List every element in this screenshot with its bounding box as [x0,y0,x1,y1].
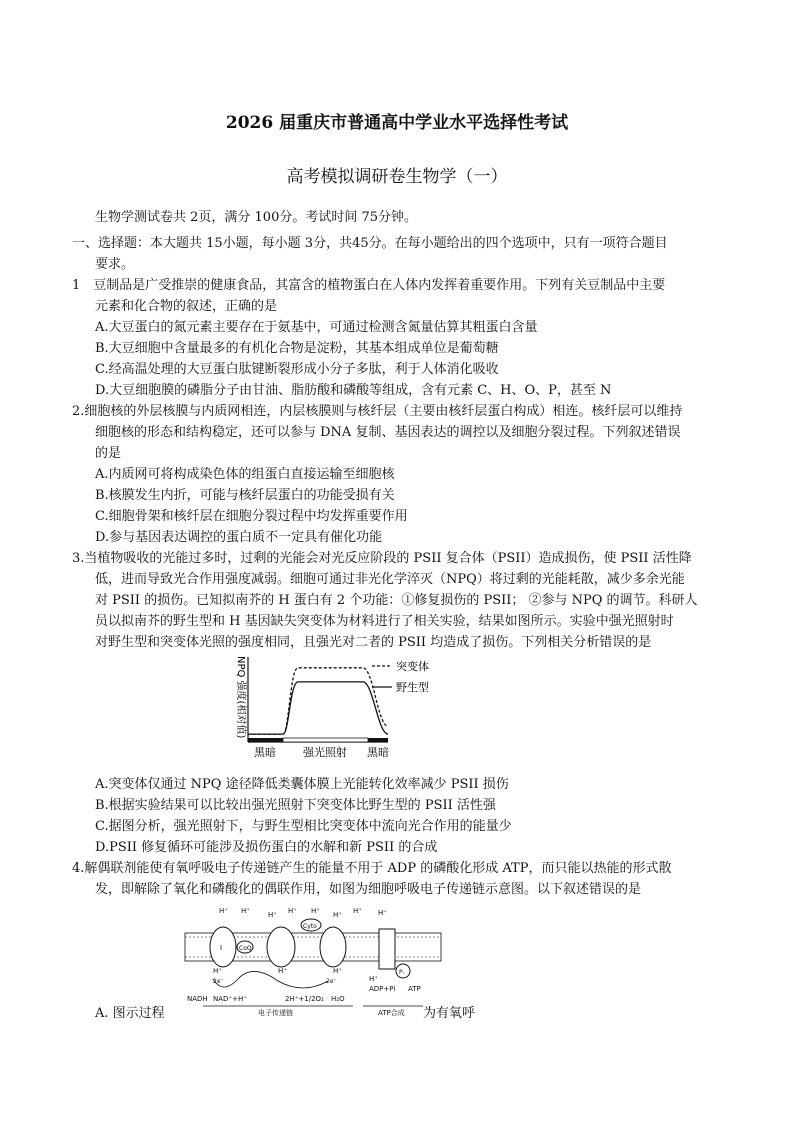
nad-label: NAD⁺+H⁺ [213,995,247,1003]
q2-option-b[interactable]: B.核膜发生内折，可能与核纤层蛋白的功能受损有关 [95,488,395,503]
series-line-wildtype [248,682,388,734]
h-plus-label: H⁺ [278,967,287,975]
q1-option-b[interactable]: B.大豆细胞中含量最多的有机化合物是淀粉，其基本组成单位是葡萄糖 [95,341,499,356]
cyto-label: Cyto [303,923,317,930]
q1-option-c[interactable]: C.经高温处理的大豆蛋白肽键断裂形成小分子多肽，利于人体消化吸收 [95,362,499,377]
complex-iii [267,927,295,967]
h-plus-label: H⁺ [353,907,362,915]
electron-transport-chain-diagram [183,903,443,1021]
complex-i [210,927,236,967]
complex-iv [320,927,346,967]
q2-stem-end: 的是 [95,446,122,461]
dark-bar-right [368,738,388,742]
q3-option-a[interactable]: A.突变体仅通过 NPQ 途径降低类囊体膜上光能转化效率减少 PSII 损伤 [95,777,509,792]
q1-stem: 1 豆制品是广受推崇的健康食品，其富含的植物蛋白在人体内发挥着重要作用。下列有关豆制品中主要 [72,278,666,293]
x-tick-label: 黑暗 [367,746,389,759]
q2-option-a[interactable]: A.内质网可将构成染色体的组蛋白直接运输至细胞核 [95,467,395,482]
electron-path [213,971,328,988]
h-plus-label: H⁺ [333,967,342,975]
q2-stem: 2.细胞核的外层核膜与内质网相连，内层核膜则与核纤层（主要由核纤层蛋白构成）相连。核纤层可以维持 [72,404,683,419]
q1-stem-cont: 元素和化合物的叙述，正确的是 [95,299,278,314]
adp-label: ADP+Pi [369,985,396,993]
q3-stem: 3.当植物吸收的光能过多时，过剩的光能会对光反应阶段的 PSII 复合体（PSII）造成损伤，使 PSII 活性降 [72,551,692,566]
q4-option-a-prefix[interactable]: A. 图示过程 [95,1006,165,1021]
series-line-mutant [248,668,388,734]
light-bar [283,738,368,742]
y-axis-label: NPQ 强度(相对值) [235,656,246,739]
q1-option-a[interactable]: A.大豆蛋白的氮元素主要存在于氨基中，可通过检测含氮量估算其粗蛋白含量 [95,320,538,335]
complex-i-label: Ⅰ [220,944,223,952]
etc-label: 电子传递链 [258,1009,293,1017]
section-heading-cont: 要求。 [95,257,135,272]
q2-option-d[interactable]: D.参与基因表达调控的蛋白质不一定具有催化功能 [95,530,383,545]
paper-subtitle: 高考模拟调研卷生物学（一） [286,167,508,187]
q2-option-c[interactable]: C.细胞骨架和核纤层在细胞分裂过程中均发挥重要作用 [95,509,408,524]
q4-stem-cont: 发，即解除了氧化和磷酸化的偶联作用，如图为细胞呼吸电子传递链示意图。以下叙述错误的是 [95,882,642,897]
legend-label-wildtype: 野生型 [396,681,429,694]
h-plus-label: H⁺ [311,907,320,915]
npq-chart [228,652,468,762]
electron-label: 2e⁻ [213,978,224,985]
h-plus-label: H⁺ [369,975,378,983]
dark-bar-left [248,738,283,742]
q3-option-d[interactable]: D.PSII 修复循环可能涉及损伤蛋白的水解和新 PSII 的合成 [95,840,438,855]
exam-instructions: 生物学测试卷共 2页，满分 100分。考试时间 75分钟。 [95,210,418,225]
water-label: H₂O [331,995,345,1003]
h-plus-label: H⁺ [268,911,277,919]
q2-stem-cont: 细胞核的形态和结构稳定，还可以参与 DNA 复制、基因表达的调控以及细胞分裂过程。下列叙述错误 [95,425,681,440]
x-tick-label: 黑暗 [254,746,276,759]
coq-label: CoQ [239,945,252,952]
oxygen-equation: 2H⁺+1/2O₂ [285,995,324,1003]
paper-title: 2026 届重庆市普通高中学业水平选择性考试 [225,113,569,133]
legend-label-mutant: 突变体 [396,660,429,673]
atp-synthesis-label: ATP合成 [378,1009,405,1017]
x-tick-label: 强光照射 [303,746,347,759]
section-heading: 一、选择题：本大题共 15小题，每小题 3分，共45分。在每小题给出的四个选项中，只有一项符合题目 [72,236,668,251]
q3-option-c[interactable]: C.据图分析，强光照射下，与野生型相比突变体中流向光合作用的能量少 [95,819,512,834]
atp-label: ATP [408,985,421,993]
q4-stem: 4.解偶联剂能使有氧呼吸电子传递链产生的能量不用于 ADP 的磷酸化形成 ATP，而只能以热能的形式散 [72,861,672,876]
q3-stem-3: 对 PSII 的损伤。已知拟南芥的 H 蛋白有 2 个功能：①修复损伤的 PSII； ②参与 NPQ 的调节。科研人 [95,593,698,608]
atp-synthase [379,929,395,969]
h-plus-label: H⁺ [378,909,387,917]
q3-stem-5: 对野生型和突变体光照的强度相同，且强光对二者的 PSII 均造成了损伤。下列相关分析错误的是 [95,635,652,650]
h-plus-label: H⁺ [241,907,250,915]
q3-stem-2: 低，进而导致光合作用强度减弱。细胞可通过非光化学淬灭（NPQ）将过剩的光能耗散，减少多余光能 [95,572,685,587]
h-plus-label: H⁺ [213,967,222,975]
h-plus-label: H⁺ [333,911,342,919]
electron-label: 2e⁻ [326,978,337,985]
pi-label: Pᵢ [399,969,404,976]
q1-option-d[interactable]: D.大豆细胞膜的磷脂分子由甘油、脂肪酸和磷酸等组成，含有元素 C、H、O、P，甚至 N [95,383,612,398]
q4-option-a-suffix: 为有氧呼 [423,1006,476,1021]
q3-option-b[interactable]: B.根据实验结果可以比较出强光照射下突变体比野生型的 PSII 活性强 [95,798,496,813]
nadh-label: NADH [187,995,208,1003]
h-plus-label: H⁺ [219,907,228,915]
h-plus-label: H⁺ [288,907,297,915]
q3-stem-4: 员以拟南芥的野生型和 H 基因缺失突变体为材料进行了相关实验，结果如图所示。实验中强光照射时 [95,614,674,629]
chart-ylabel [235,656,248,738]
